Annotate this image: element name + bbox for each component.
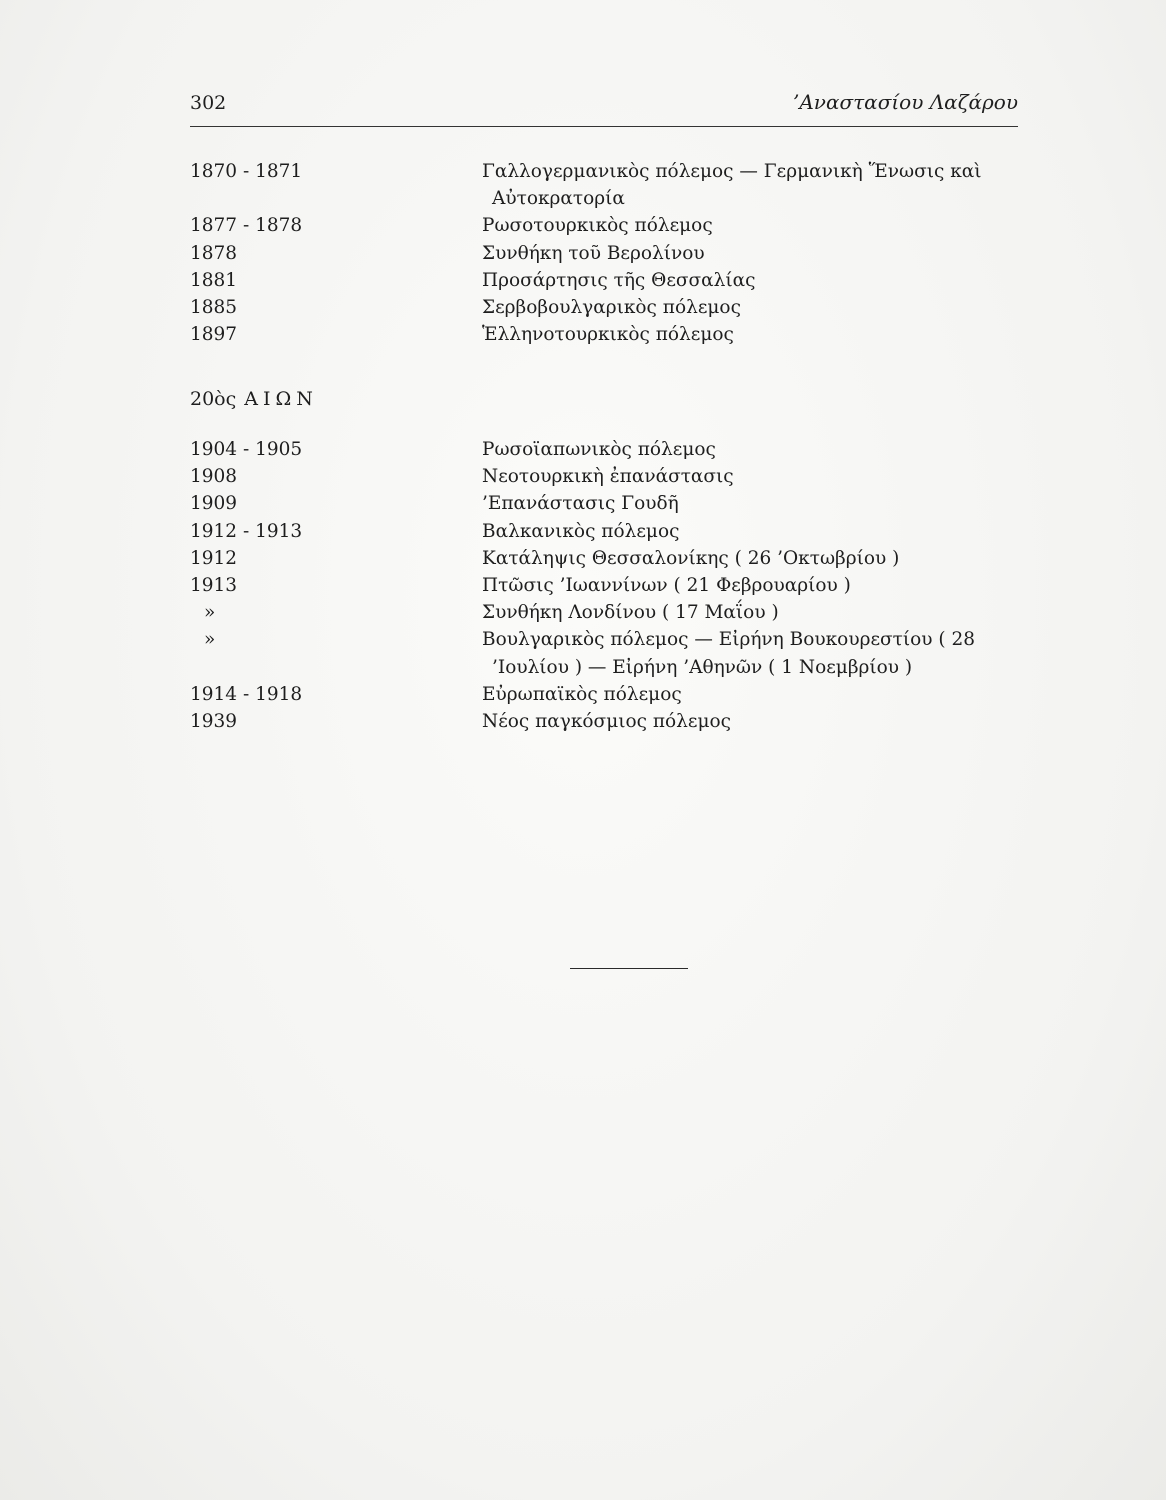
- entry-year: 1897: [190, 324, 238, 346]
- closing-rule: [570, 968, 688, 969]
- section-ordinal: 20ὸς: [190, 388, 237, 410]
- chronology-row: [190, 490, 1020, 517]
- entry-year: 1885: [190, 297, 238, 319]
- entry-event: Ἑλληνοτουρκικὸς πόλεμος: [482, 324, 734, 346]
- entry-year-ditto: »: [204, 629, 216, 651]
- chronology-row: [190, 681, 1020, 708]
- chronology-row: [190, 436, 1020, 463]
- entry-year: 1870 - 1871: [190, 161, 303, 182]
- entry-year: 1909: [190, 493, 238, 515]
- entry-year: 1904 - 1905: [190, 439, 303, 460]
- chronology-19th-century: [190, 158, 1020, 348]
- entry-year: 1912: [190, 547, 238, 569]
- entry-event: Νεοτουρκικὴ ἐπανάστασις: [482, 466, 734, 488]
- entry-year: 1913: [190, 575, 238, 597]
- entry-year: 1912 - 1913: [190, 520, 303, 542]
- chronology-row: [190, 708, 1020, 735]
- chronology-row: [190, 599, 1020, 626]
- page-number: 302: [190, 92, 227, 114]
- entry-year-ditto: »: [204, 602, 216, 624]
- entry-year: 1914 - 1918: [190, 683, 303, 705]
- entry-event: Κατάληψις Θεσσαλονίκης ( 26 ’Οκτωβρίου ): [482, 547, 900, 569]
- entry-event: Νέος παγκόσμιος πόλεμος: [482, 711, 731, 733]
- entry-event: Συνθήκη τοῦ Βερολίνου: [482, 242, 705, 264]
- entry-event-continuation: Αὐτοκρατορία: [492, 188, 625, 210]
- chronology-20th-century: [190, 436, 1020, 735]
- chronology-row: [190, 572, 1020, 599]
- entry-event: Βαλκανικὸς πόλεμος: [482, 520, 680, 542]
- entry-event-continuation: ’Ιουλίου ) — Εἰρήνη ’Αθηνῶν ( 1 Νοεμβρίου ): [492, 656, 913, 678]
- chronology-row: [190, 463, 1020, 490]
- chronology-row: [190, 212, 1020, 239]
- chronology-row: [190, 321, 1020, 348]
- entry-event-text: Γαλλογερμανικὸς πόλεμος — Γερμανικὴ Ἕνωσις καὶ: [482, 161, 982, 182]
- chronology-row: [190, 545, 1020, 572]
- entry-event-text: Βουλγαρικὸς πόλεμος — Εἰρήνη Βουκουρεστίου ( 28: [482, 629, 976, 651]
- chronology-row: [190, 626, 1020, 680]
- chronology-row: [190, 240, 1020, 267]
- entry-event: Εὐρωπαϊκὸς πόλεμος: [482, 683, 682, 705]
- entry-year: 1908: [190, 466, 238, 488]
- entry-event: Ρωσοϊαπωνικὸς πόλεμος: [482, 439, 716, 460]
- entry-year: 1881: [190, 269, 238, 291]
- section-heading-20th-century: [190, 388, 318, 410]
- entry-event: Πτῶσις ’Ιωαννίνων ( 21 Φεβρουαρίου ): [482, 575, 851, 597]
- entry-event: Συνθήκη Λονδίνου ( 17 Μαΐου ): [482, 602, 779, 624]
- entry-event: Σερβοβουλγαρικὸς πόλεμος: [482, 297, 741, 319]
- entry-year: 1939: [190, 711, 238, 733]
- chronology-row: [190, 518, 1020, 545]
- section-label: ΑΙΩΝ: [244, 388, 318, 410]
- entry-event: ’Επανάστασις Γουδῆ: [482, 493, 679, 515]
- chronology-row: [190, 158, 1020, 212]
- entry-year: 1878: [190, 242, 238, 264]
- running-title: ’Αναστασίου Λαζάρου: [793, 90, 1018, 114]
- entry-event: Ρωσοτουρκικὸς πόλεμος: [482, 215, 713, 237]
- entry-event: [482, 158, 1020, 212]
- entry-year: 1877 - 1878: [190, 215, 303, 237]
- chronology-row: [190, 294, 1020, 321]
- entry-event: Προσάρτησις τῆς Θεσσαλίας: [482, 269, 756, 291]
- entry-event: [482, 626, 1020, 680]
- chronology-row: [190, 267, 1020, 294]
- page-header: [190, 90, 1018, 127]
